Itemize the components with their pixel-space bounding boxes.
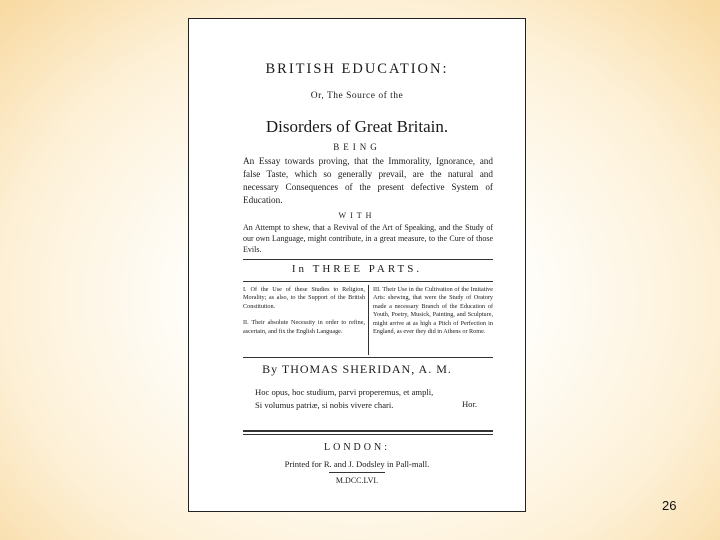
slide-page-number: 26 xyxy=(662,498,677,513)
divider-rule xyxy=(243,357,493,358)
column-divider xyxy=(368,285,369,355)
quote-attribution: Hor. xyxy=(461,399,477,409)
author-line: By THOMAS SHERIDAN, A. M. xyxy=(262,362,452,376)
quote-line-1: Hoc opus, hoc studium, parvi properemus, et ampli, xyxy=(255,387,434,397)
title-page-scan xyxy=(188,18,526,512)
divider-rule xyxy=(243,259,493,260)
part-two-text: II. Their absolute Necessity in order to refine, ascertain, and fix the English Language. xyxy=(243,319,365,335)
essay-paragraph: An Essay towards proving, that the Immorality, Ignorance, and false Taste, which so generally prevail, are the natural and necessary Consequences of the present defective System of Education. xyxy=(243,156,493,205)
parts-heading: In THREE PARTS. xyxy=(291,263,423,275)
divider-rule xyxy=(243,281,493,282)
imprint-city: LONDON: xyxy=(324,442,390,453)
divider-rule xyxy=(243,434,493,435)
attempt-paragraph: An Attempt to shew, that a Revival of the Art of Speaking, and the Study of our own Language, might contribute, in a great measure, to the Cure of those Evils. xyxy=(243,223,493,254)
parts-left-column xyxy=(243,286,365,336)
part-three-text: III. Their Use in the Cultivation of the Imitative Arts: shewing, that were the Study of Oratory made a necessary Branch of the Education of Youth, Poetry, Musick, Painting, and Sculpture, might arrive at as high a Pitch of Perfection in England, as ever they did in Athens or Rome. xyxy=(373,286,493,336)
quote-line-2: Si volumus patriæ, si nobis vivere chari. xyxy=(255,400,394,410)
divider-rule xyxy=(329,472,385,473)
imprint-printer: Printed for R. and J. Dodsley in Pall-mall. xyxy=(284,459,430,469)
book-subtitle: Or, The Source of the xyxy=(310,91,404,101)
part-one-text: I. Of the Use of these Studies to Religion, Morality; as also, to the Support of the British Constitution. xyxy=(243,286,365,310)
book-main-title: Disorders of Great Britain. xyxy=(265,117,449,136)
with-label: WITH xyxy=(338,211,376,220)
being-label: BEING xyxy=(333,142,381,152)
divider-rule xyxy=(243,430,493,432)
imprint-year: M.DCC.LVI. xyxy=(335,476,379,485)
book-title: BRITISH EDUCATION: xyxy=(265,61,449,77)
